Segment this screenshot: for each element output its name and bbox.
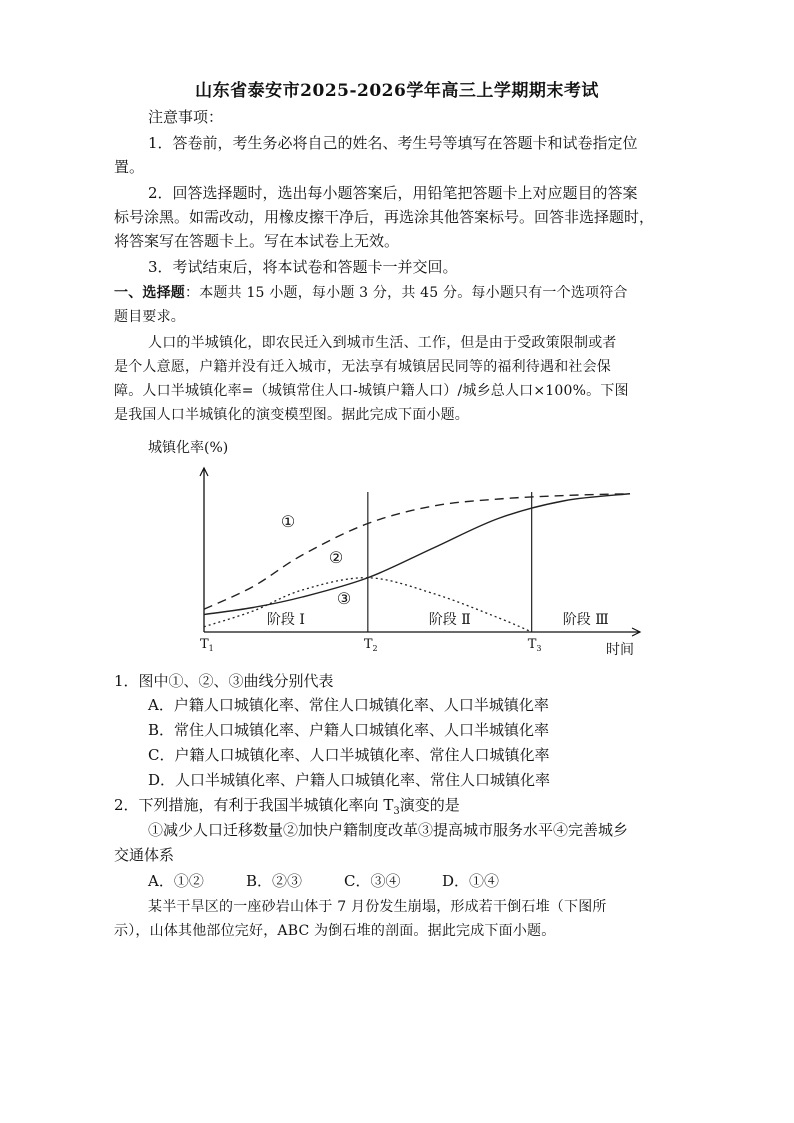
series-line-1 bbox=[204, 494, 630, 610]
section-instructions-cont: 题目要求。 bbox=[114, 309, 185, 325]
q1-stem: 1．图中①、②、③曲线分别代表 bbox=[114, 672, 334, 690]
x-tick-label: $T_3$ bbox=[527, 637, 542, 653]
notes-heading: 注意事项： bbox=[148, 108, 224, 126]
stage-label: 阶段 Ⅲ bbox=[562, 612, 609, 628]
q1-option-a[interactable]: A．户籍人口城镇化率、常住人口城镇化率、人口半城镇化率 bbox=[148, 696, 549, 714]
q2-stem-prefix: 2．下列措施，有利于我国半城镇化率向 T bbox=[114, 796, 394, 814]
q2-option-c[interactable]: C．③④ bbox=[344, 872, 401, 890]
series-label-3: ③ bbox=[336, 589, 352, 608]
urbanization-chart bbox=[140, 432, 660, 664]
q2-stem-sub: 3 bbox=[393, 806, 400, 817]
note-line: 1．答卷前，考生务必将自己的姓名、考生号等填写在答题卡和试卷指定位 bbox=[148, 134, 638, 152]
q2-stem bbox=[114, 794, 460, 817]
section-instructions: ：本题共 15 小题，每小题 3 分，共 45 分。每小题只有一个选项符合 bbox=[185, 285, 628, 301]
x-axis-label: 时间 bbox=[606, 642, 634, 658]
note-line: 2．回答选择题时，选出每小题答案后，用铅笔把答题卡上对应题目的答案 bbox=[148, 184, 638, 202]
note-line: 标号涂黑。如需改动，用橡皮擦干净后，再选涂其他答案标号。回答非选择题时， bbox=[114, 208, 655, 226]
x-tick-label: $T_1$ bbox=[200, 637, 214, 653]
passage-line: 是个人意愿，户籍并没有迁入城市，无法享有城镇居民同等的福利待遇和社会保 bbox=[114, 359, 611, 375]
q2-measures: ①减少人口迁移数量②加快户籍制度改革③提高城市服务水平④完善城乡 bbox=[148, 821, 629, 839]
note-line: 将答案写在答题卡上。写在本试卷上无效。 bbox=[114, 232, 400, 250]
section-header bbox=[114, 282, 628, 302]
q2-stem-suffix: 演变的是 bbox=[399, 796, 460, 814]
x-tick-label: $T_2$ bbox=[363, 637, 378, 653]
chart-labels bbox=[200, 512, 634, 658]
series-label-2: ② bbox=[328, 548, 344, 567]
passage-line: 是我国人口半城镇化的演变模型图。据此完成下面小题。 bbox=[114, 407, 469, 423]
q2-option-a[interactable]: A．①② bbox=[148, 872, 204, 890]
note-line: 3．考试结束后，将本试卷和答题卡一并交回。 bbox=[148, 258, 458, 276]
exam-title: 山东省泰安市2025-2026学年高三上学期期末考试 bbox=[195, 81, 599, 101]
note-line: 置。 bbox=[114, 158, 145, 176]
stage-label: 阶段 Ⅰ bbox=[266, 612, 305, 628]
q2-options bbox=[148, 870, 499, 891]
stage-guides bbox=[368, 492, 532, 632]
passage-line: 障。人口半城镇化率=（城镇常住人口-城镇户籍人口）/城乡总人口×100%。下图 bbox=[114, 383, 629, 399]
q1-option-b[interactable]: B．常住人口城镇化率、户籍人口城镇化率、人口半城镇化率 bbox=[148, 721, 550, 739]
stage-label: 阶段 Ⅱ bbox=[428, 612, 471, 628]
passage2-line: 示），山体其他部位完好，ABC 为倒石堆的剖面。据此完成下面小题。 bbox=[114, 923, 556, 939]
y-axis-label: 城镇化率(%) bbox=[148, 440, 229, 456]
section-heading: 一、选择题 bbox=[114, 285, 185, 301]
series-label-1: ① bbox=[280, 512, 296, 531]
passage2-line: 某半干旱区的一座砂岩山体于 7 月份发生崩塌，形成若干倒石堆（下图所 bbox=[148, 899, 607, 915]
passage-line: 人口的半城镇化，即农民迁入到城市生活、工作，但是由于受政策限制或者 bbox=[148, 335, 617, 351]
series-line-2 bbox=[204, 494, 630, 615]
axes bbox=[200, 468, 640, 636]
q1-option-c[interactable]: C．户籍人口城镇化率、人口半城镇化率、常住人口城镇化率 bbox=[148, 746, 550, 764]
q1-option-d[interactable]: D．人口半城镇化率、户籍人口城镇化率、常住人口城镇化率 bbox=[148, 771, 551, 789]
q2-measures-cont: 交通体系 bbox=[114, 846, 175, 864]
q2-option-b[interactable]: B．②③ bbox=[246, 872, 303, 890]
q2-option-d[interactable]: D．①④ bbox=[442, 872, 500, 890]
